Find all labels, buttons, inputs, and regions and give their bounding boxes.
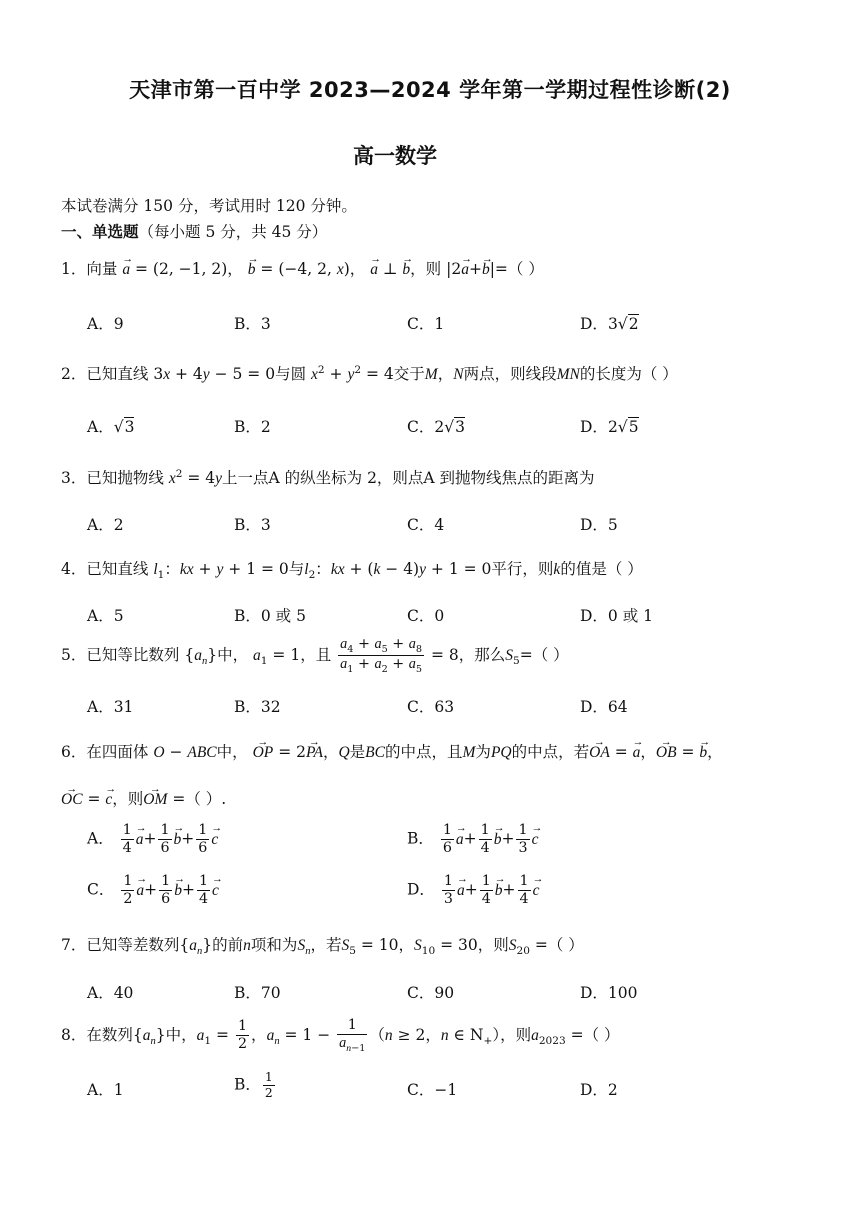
question-number: 1． — [61, 260, 87, 278]
stem-text: ， — [398, 936, 415, 954]
stem-text: 与 — [288, 560, 305, 578]
question-1: 1．向量 → a = (2, −1, 2)， → b = (−4, 2, x)， → a ⊥ → b，则 |2→ a+→ b|=（ ） — [61, 257, 544, 279]
option-b: B．2 — [234, 418, 271, 436]
question-3: 3．已知抛物线 $x^2 = 4y$上一点A 的纵坐标为 2，则点A 到抛物线焦点的距离为 — [61, 467, 595, 487]
question-number: 3． — [61, 469, 87, 487]
stem-text: 项和为 — [250, 936, 298, 954]
stem-text: ），则 — [492, 1025, 532, 1044]
stem-text: 在数列 — [86, 1025, 133, 1044]
stem-text: 向量 — [86, 260, 118, 278]
option-a: A． $\frac{1}{4}$ → a+ $\frac{1}{6}$ → b+ $\frac{1}{6}$ → c — [87, 822, 218, 857]
stem-text: ， — [437, 365, 454, 383]
stem-text: ， — [227, 260, 243, 278]
option-d: D．100 — [580, 984, 638, 1002]
stem-text: 平行，则 — [491, 560, 554, 578]
exam-subtitle: 高一数学 — [353, 144, 437, 168]
option-a: A．2 — [87, 516, 124, 534]
stem-text: 两点，则线段 — [463, 365, 557, 383]
stem-text: ，则 — [410, 260, 442, 278]
question-4: 4．已知直线 $l_1$：kx + y + 1 = 0与$l_2$：kx + (k − 4)y + 1 = 0平行，则k的值是（ ） — [61, 560, 643, 582]
question-7: 7．已知等差数列$\{a_n\}$的前n项和为$S_n$，若$S_5 = 10$，$S_{10} = 30$，则$S_{20}$ =（ ） — [61, 936, 584, 958]
stem-text: 已知直线 — [86, 365, 149, 383]
option-b: B．70 — [234, 984, 281, 1002]
stem-text: ，若 — [310, 936, 342, 954]
stem-text: ， — [322, 743, 339, 761]
stem-text: （ ）. — [185, 790, 227, 808]
stem-text: 的中点，且 — [384, 743, 463, 761]
stem-text: 的前 — [212, 936, 244, 954]
option-d: D．2 — [580, 1081, 618, 1099]
stem-text: （ ） — [547, 936, 584, 954]
stem-text: =（ ） — [519, 645, 569, 664]
option-d: D．5 — [580, 516, 618, 534]
option-c: C．63 — [407, 698, 455, 716]
question-number: 5． — [61, 645, 87, 664]
option-b: B．32 — [234, 698, 281, 716]
stem-text: 中， — [217, 645, 249, 664]
option-a: A．9 — [87, 315, 124, 333]
stem-text: 是 — [349, 743, 366, 761]
stem-text: 的长度为（ ） — [579, 365, 678, 383]
section-label: 一、单选题 — [61, 223, 139, 241]
stem-text: ， — [425, 1025, 441, 1044]
option-d: D．0 或 1 — [580, 607, 654, 625]
option-d: D．3√2 — [580, 315, 639, 333]
option-b: B． $\frac{1}{2}$ — [234, 1069, 273, 1100]
option-c: C．4 — [407, 516, 445, 534]
option-a: A．31 — [87, 698, 134, 716]
option-c: C．0 — [407, 607, 445, 625]
question-5: 5．已知等比数列 $\{a_n\}$中， $a_1 = 1$，且 $\frac{a_4 + a_5 + a_8}{a_1 + a_2 + a_5}$ = 8，那么$S_5=$（ ） — [61, 636, 569, 676]
stem-text: 已知等差数列 — [86, 936, 180, 954]
question-number: 2． — [61, 365, 87, 383]
question-2: 2．已知直线 3x + 4y − 5 = 0与圆 $x^2 + y^2 = 4$交于M，N两点，则线段MN的长度为（ ） — [61, 363, 678, 383]
stem-text: 在四面体 — [86, 743, 149, 761]
stem-text: ， — [349, 260, 366, 278]
stem-text: 的值是（ ） — [560, 560, 643, 578]
stem-text: 交于 — [393, 365, 425, 383]
question-8: 8．在数列$\{a_n\}$中，$a_1$ = $\frac{1}{2}$ ，$a_n = 1$ − $\frac{1}{a_{n-1}}$ （n ≥ 2，n ∈ $N_+$），则$a_{2023}$ =（ ） — [61, 1017, 620, 1054]
option-b: B．0 或 5 — [234, 607, 306, 625]
option-b: B．3 — [234, 516, 271, 534]
stem-text: ， — [640, 743, 656, 761]
stem-text: 已知抛物线 — [86, 469, 164, 487]
question-number: 8． — [61, 1025, 87, 1044]
stem-text: ， — [251, 1025, 267, 1044]
option-a: A．40 — [87, 984, 134, 1002]
option-a: A．5 — [87, 607, 124, 625]
stem-text: ， — [707, 743, 723, 761]
option-c: C．1 — [407, 315, 445, 333]
option-b: B． $\frac{1}{6}$ → a+ $\frac{1}{4}$ → b+ $\frac{1}{3}$ → c — [407, 822, 538, 857]
stem-text: =（ ） — [494, 260, 544, 278]
option-c: C．90 — [407, 984, 455, 1002]
stem-text: ，那么 — [458, 645, 506, 664]
exam-title: 天津市第一百中学 2023—2024 学年第一学期过程性诊断(2) — [129, 78, 731, 102]
section-note: （每小题 5 分，共 45 分） — [138, 223, 328, 241]
stem-text: 中， — [216, 743, 248, 761]
stem-text: 与圆 — [275, 365, 307, 383]
option-a: A．1 — [87, 1081, 124, 1099]
option-b: B．3 — [234, 315, 271, 333]
question-number: 6． — [61, 743, 87, 761]
option-a: A．√3 — [87, 418, 135, 436]
option-c: C． $\frac{1}{2}$ → a+ $\frac{1}{6}$ → b+ $\frac{1}{4}$ → c — [87, 873, 219, 908]
stem-text: ，则 — [477, 936, 509, 954]
question-6-cont: → OC = → c，则→ OM =（ ）. — [61, 787, 226, 809]
stem-text: 已知直线 — [86, 560, 149, 578]
intro-text: 本试卷满分 150 分，考试用时 120 分钟。 — [61, 197, 357, 215]
section-heading — [61, 220, 327, 242]
option-c: C．2√3 — [407, 418, 465, 436]
stem-text: 已知等比数列 — [86, 645, 180, 664]
stem-text: 为 — [475, 743, 491, 761]
stem-text: （ ） — [583, 1025, 620, 1044]
stem-text: 中， — [165, 1025, 197, 1044]
stem-text: 上一点A 的纵坐标为 2，则点A 到抛物线焦点的距离为 — [222, 469, 595, 487]
option-d: D． $\frac{1}{3}$ → a+ $\frac{1}{4}$ → b+ $\frac{1}{4}$ → c — [407, 873, 540, 908]
question-number: 4． — [61, 560, 87, 578]
option-d: D．2√5 — [580, 418, 639, 436]
stem-text: 的中点，若 — [511, 743, 590, 761]
stem-text: （ — [369, 1025, 385, 1044]
stem-text: ，则 — [112, 790, 144, 808]
question-number: 7． — [61, 936, 87, 954]
question-6: 6．在四面体 O − ABC中， → OP = 2→ PA，Q是BC的中点，且M为PQ的中点，若→ OA = → a，→ OB = → b， — [61, 740, 723, 762]
option-c: C．−1 — [407, 1081, 458, 1099]
option-d: D．64 — [580, 698, 628, 716]
stem-text: ，且 — [300, 645, 332, 664]
